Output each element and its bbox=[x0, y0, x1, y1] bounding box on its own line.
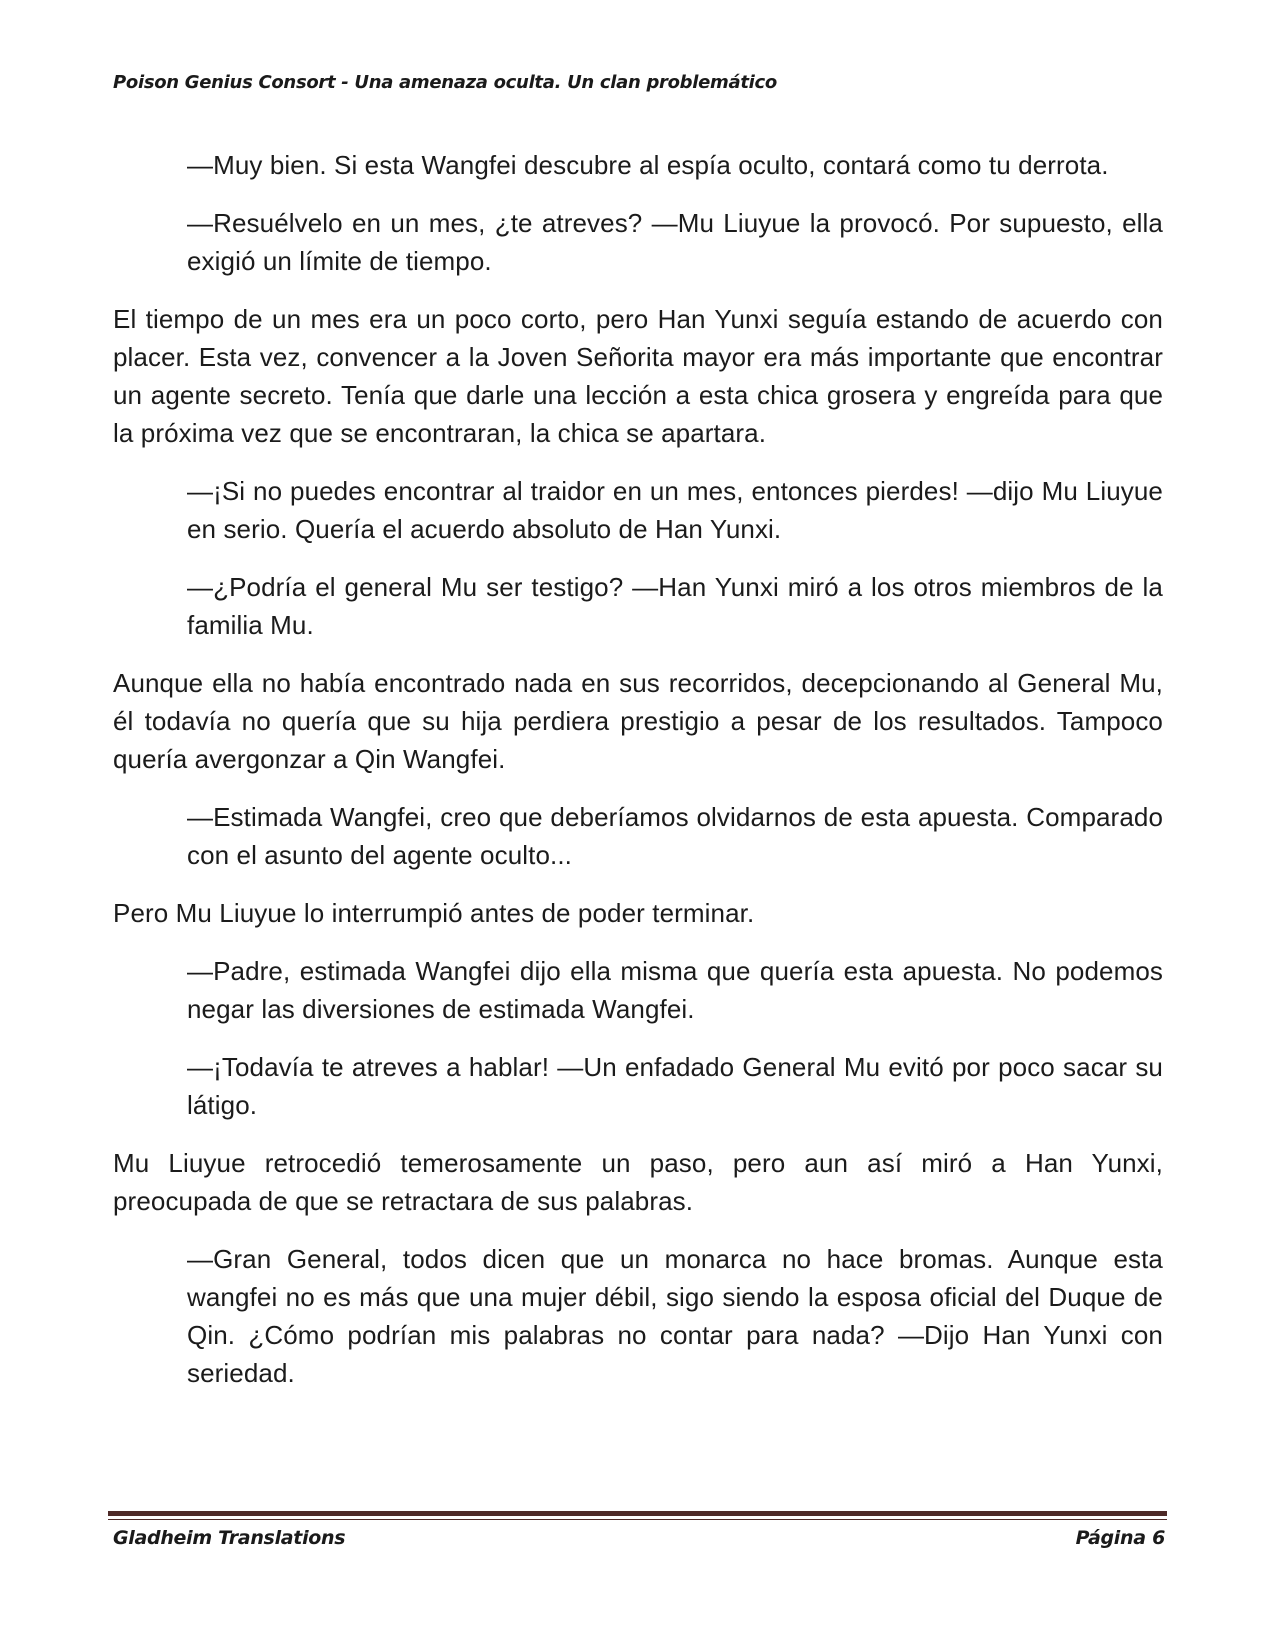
dialogue-paragraph: —Resuélvelo en un mes, ¿te atreves? —Mu Liuyue la provocó. Por supuesto, ella exigió un límite de tiempo. bbox=[187, 208, 1163, 276]
narrative-paragraph: Pero Mu Liuyue lo interrumpió antes de poder terminar. bbox=[113, 898, 755, 928]
narrative-paragraph: Mu Liuyue retrocedió temerosamente un paso, pero aun así miró a Han Yunxi, preocupada de que se retractara de sus palabras. bbox=[113, 1148, 1163, 1216]
dialogue-paragraph: —¡Todavía te atreves a hablar! —Un enfadado General Mu evitó por poco sacar su látigo. bbox=[187, 1052, 1163, 1120]
dialogue-paragraph: —Muy bien. Si esta Wangfei descubre al espía oculto, contará como tu derrota. bbox=[187, 150, 1109, 180]
dialogue-paragraph: —¡Si no puedes encontrar al traidor en un mes, entonces pierdes! —dijo Mu Liuyue en serio. Quería el acuerdo absoluto de Han Yunxi. bbox=[187, 476, 1163, 544]
footer-rule-thick bbox=[108, 1511, 1167, 1516]
dialogue-paragraph: —¿Podría el general Mu ser testigo? —Han Yunxi miró a los otros miembros de la familia Mu. bbox=[187, 572, 1163, 640]
narrative-paragraph: Aunque ella no había encontrado nada en sus recorridos, decepcionando al General Mu, él todavía no quería que su hija perdiera prestigio a pesar de los resultados. Tampoco quería avergonzar a Qin Wangfei. bbox=[113, 668, 1163, 774]
footer-publisher: Gladheim Translations bbox=[113, 1527, 346, 1549]
dialogue-paragraph: —Padre, estimada Wangfei dijo ella misma que quería esta apuesta. No podemos negar las diversiones de estimada Wangfei. bbox=[187, 956, 1163, 1024]
page-body bbox=[113, 146, 1163, 1412]
dialogue-paragraph: —Estimada Wangfei, creo que deberíamos olvidarnos de esta apuesta. Comparado con el asunto del agente oculto... bbox=[187, 802, 1163, 870]
footer-rule-thin bbox=[108, 1519, 1167, 1520]
running-header: Poison Genius Consort - Una amenaza oculta. Un clan problemático bbox=[113, 72, 777, 93]
dialogue-paragraph: —Gran General, todos dicen que un monarca no hace bromas. Aunque esta wangfei no es más que una mujer débil, sigo siendo la esposa oficial del Duque de Qin. ¿Cómo podrían mis palabras no contar para nada? —Dijo Han Yunxi con seriedad. bbox=[187, 1244, 1163, 1388]
page-number: Página 6 bbox=[1075, 1527, 1165, 1549]
narrative-paragraph: El tiempo de un mes era un poco corto, pero Han Yunxi seguía estando de acuerdo con placer. Esta vez, convencer a la Joven Señorita mayor era más importante que encontrar un agente secreto. Tenía que darle una lección a esta chica grosera y engreída para que la próxima vez que se encontraran, la chica se apartara. bbox=[113, 304, 1163, 448]
